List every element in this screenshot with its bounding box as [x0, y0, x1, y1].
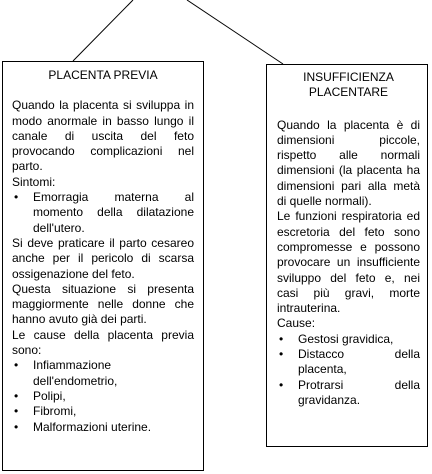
symptoms-label: Sintomi:: [12, 174, 56, 189]
cause-item: • Protrarsi della gravidanza.: [277, 378, 420, 409]
treatment-text: Si deve praticare il parto cesareo anche per il pericolo di scarsa ossigenazione del feto.: [12, 235, 194, 281]
placenta-previa-causes-label: Le cause della placenta previa sono:: [12, 327, 194, 358]
placenta-previa-description: Quando la placenta si sviluppa in modo anormale in basso lungo il canale di uscita del feto provocando complicazioni nel parto.: [12, 98, 194, 174]
placenta-previa-title: PLACENTA PREVIA: [48, 68, 158, 82]
cause-item: • Malformazioni uterine.: [12, 420, 194, 435]
cause-item: • Infiammazione dell'endometrio,: [12, 358, 194, 389]
placenta-previa-causes-list: [12, 358, 194, 434]
cause-item: • Polipi,: [12, 389, 194, 404]
insufficienza-description: Quando la placenta è di dimensioni piccole, rispetto alle normali dimensioni (la placenta ha dimensioni pari alla metà di quelle normali).: [277, 117, 420, 209]
insufficienza-placentare-title: INSUFFICIENZA PLACENTARE: [303, 70, 394, 100]
cause-item: • Fibromi,: [12, 404, 194, 419]
insufficienza-placentare-box: [266, 64, 428, 447]
functions-text: Le funzioni respiratoria ed escretoria del feto sono compromesse e possono provocare un insufficiente sviluppo del feto e, nei casi più gravi, morte intrauterina.: [277, 209, 420, 316]
connector-line-left: [73, 0, 133, 61]
placenta-previa-box: [2, 61, 204, 471]
insufficienza-causes-list: [277, 332, 420, 408]
frequency-text: Questa situazione si presenta maggiormente nelle donne che hanno avuto già dei parti.: [12, 281, 194, 327]
insufficienza-causes-label: Cause:: [277, 316, 316, 331]
cause-item: • Gestosi gravidica,: [277, 332, 420, 347]
symptom-item: • Emorragia materna al momento della dilatazione dell'utero.: [12, 190, 194, 236]
symptoms-list: [12, 190, 194, 236]
connector-line-right: [187, 0, 283, 64]
cause-item: • Distacco della placenta,: [277, 347, 420, 378]
